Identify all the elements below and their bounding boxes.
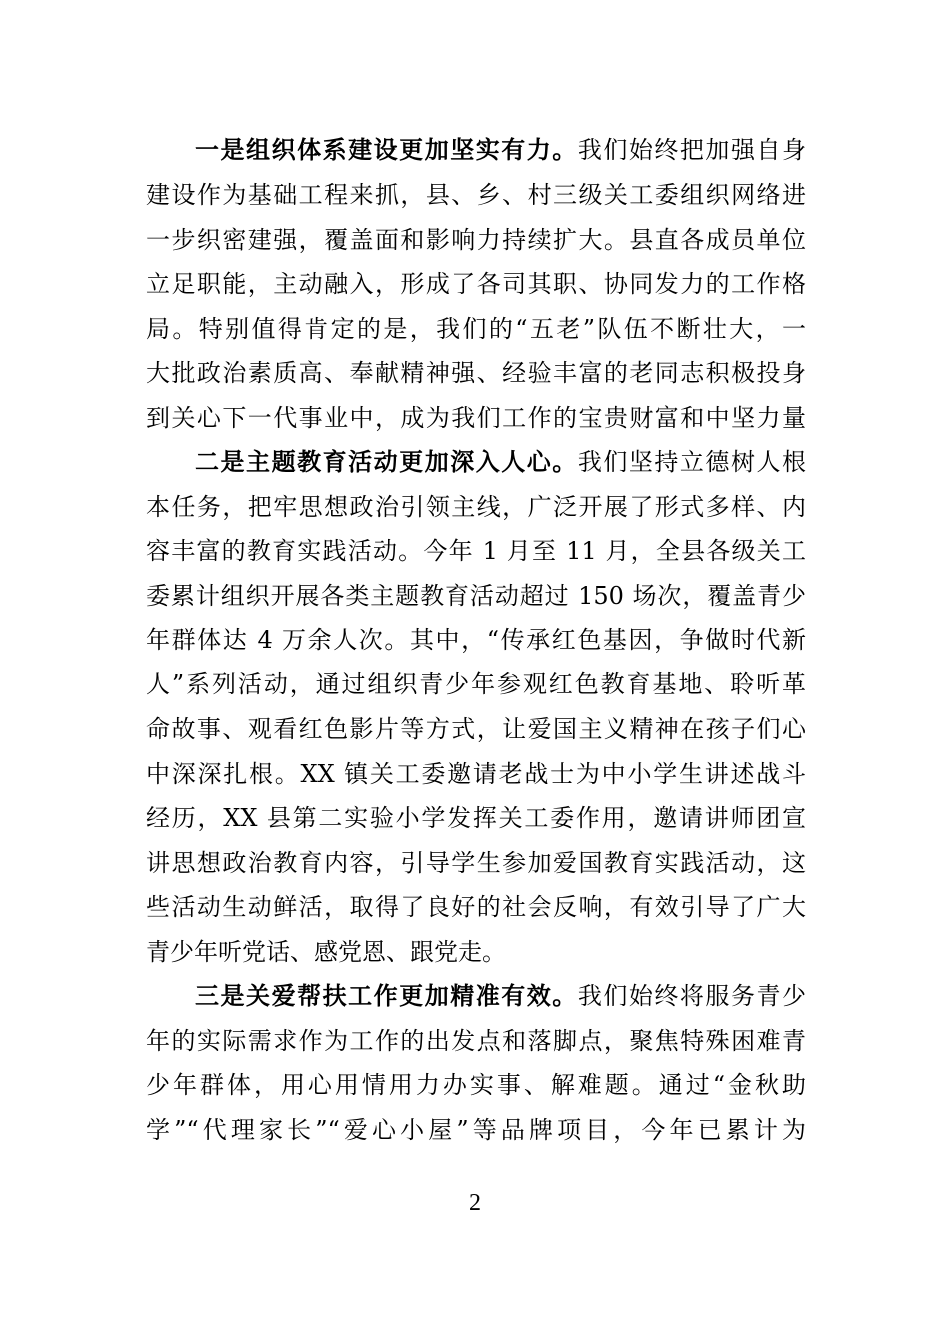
paragraph-line: 人”系列活动，通过组织青少年参观红色教育基地、聆听革 [146,670,806,698]
paragraph-line: 局。特别值得肯定的是，我们的“五老”队伍不断壮大，一 [146,315,806,343]
paragraph-line: 大批政治素质高、奉献精神强、经验丰富的老同志积极投身 [146,359,806,387]
paragraph-line [195,976,806,1016]
paragraph-line: 到关心下一代事业中，成为我们工作的宝贵财富和中坚力量 [146,404,806,432]
paragraph-line: 年群体达 4 万余人次。其中，“传承红色基因，争做时代新 [146,626,806,654]
page-number: 2 [469,1190,481,1216]
paragraph-line: 一步织密建强，覆盖面和影响力持续扩大。县直各成员单位 [146,226,806,254]
paragraph-line: 命故事、观看红色影片等方式，让爱国主义精神在孩子们心 [146,715,806,743]
paragraph-text: 我们始终将服务青少 [577,982,807,1010]
paragraph-line: 立足职能，主动融入，形成了各司其职、协同发力的工作格 [146,270,806,298]
paragraph-heading: 二是主题教育活动更加深入人心。 [195,447,578,476]
paragraph-line: 青少年听党话、感党恩、跟党走。 [146,938,506,966]
paragraph-line: 经历，XX 县第二实验小学发挥关工委作用，邀请讲师团宣 [146,804,806,832]
paragraph-line: 中深深扎根。XX 镇关工委邀请老战士为中小学生讲述战斗 [146,760,806,788]
paragraph-line [195,130,806,170]
paragraph-text: 我们坚持立德树人根 [577,448,807,476]
paragraph-line [195,442,806,482]
paragraph-line: 学”“代理家长”“爱心小屋”等品牌项目，今年已累计为 [146,1116,806,1144]
paragraph-line: 讲思想政治教育内容，引导学生参加爱国教育实践活动，这 [146,849,806,877]
paragraph-text: 我们始终把加强自身 [577,136,807,164]
paragraph-line: 年的实际需求作为工作的出发点和落脚点，聚焦特殊困难青 [146,1027,806,1055]
paragraph-line: 少年群体，用心用情用力办实事、解难题。通过“金秋助 [146,1071,806,1099]
paragraph-heading: 一是组织体系建设更加坚实有力。 [195,135,578,164]
paragraph-heading: 三是关爱帮扶工作更加精准有效。 [195,981,578,1010]
paragraph-line: 本任务，把牢思想政治引领主线，广泛开展了形式多样、内 [146,493,806,521]
paragraph-line: 委累计组织开展各类主题教育活动超过 150 场次，覆盖青少 [146,582,806,610]
paragraph-line: 些活动生动鲜活，取得了良好的社会反响，有效引导了广大 [146,893,806,921]
paragraph-line: 建设作为基础工程来抓，县、乡、村三级关工委组织网络进 [146,181,806,209]
paragraph-line: 容丰富的教育实践活动。今年 1 月至 11 月，全县各级关工 [146,537,806,565]
